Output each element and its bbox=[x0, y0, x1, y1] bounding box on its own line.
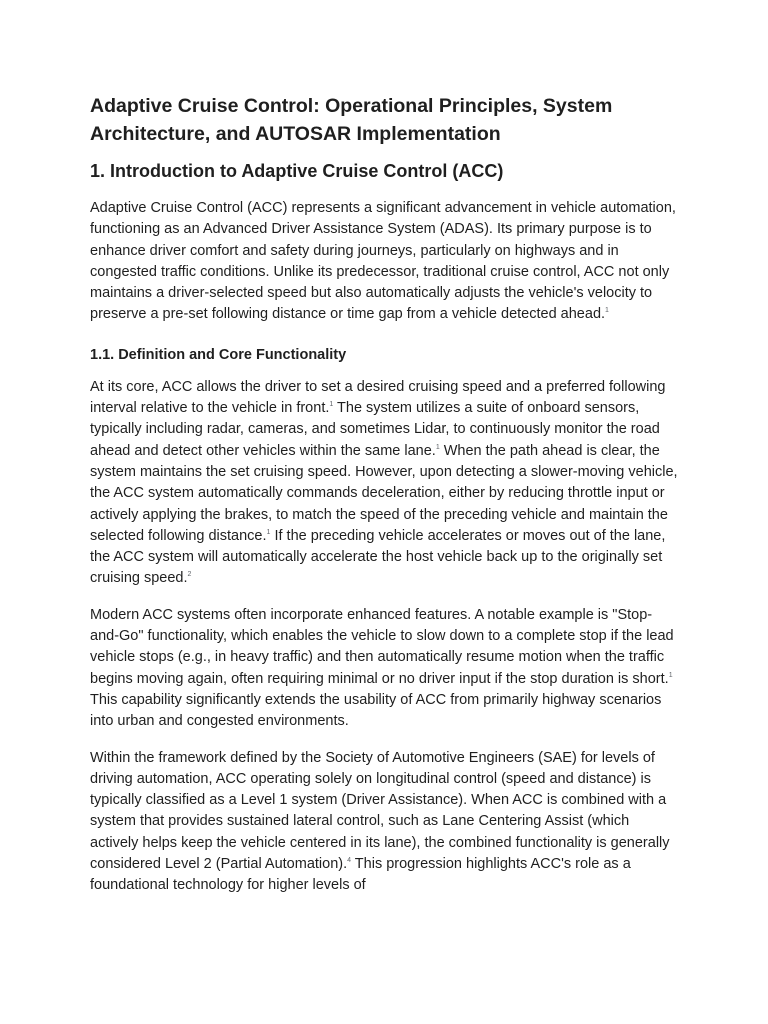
citation-ref[interactable]: 4 bbox=[347, 857, 352, 865]
paragraph-sentence: Modern ACC systems often incorporate enhanced features. A notable example is "Stop-and-Go" functionality, which enables the vehicle to slow down to a complete stop if the lead vehicle stops (e.g., in heavy traffic) and then automatically resume motion when the traffic begins moving again, often requiring minimal or no driver input if the stop duration is short. bbox=[90, 606, 674, 687]
paragraph-sentence: This capability significantly extends the usability of ACC from primarily highway scenarios into urban and congested environments. bbox=[90, 691, 662, 730]
paragraph-sentence: This progression highlights ACC's role as a foundational technology for higher levels of bbox=[90, 856, 631, 894]
paragraph-sentence: Within the framework defined by the Society of Automotive Engineers (SAE) for levels of driving automation, ACC operating solely on longitudinal control (speed and distance) is typically classified as a Level 1 system (Driver Assistance). When ACC is combined with a system that provides sustained lateral control, such as Lane Centering Assist (which actively helps keep the vehicle centered in its lane), the combined functionality is generally considered Level 2 (Partial Automation). bbox=[90, 749, 670, 873]
intro-paragraph bbox=[90, 198, 680, 326]
stop-and-go-paragraph bbox=[90, 605, 680, 733]
citation-ref[interactable]: 2 bbox=[187, 571, 192, 579]
intro-text: Adaptive Cruise Control (ACC) represents a significant advancement in vehicle automation, functioning as an Advanced Driver Assistance System (ADAS). Its primary purpose is to enhance driver comfort and safety during journeys, particularly on highways and in congested traffic conditions. Unlike its predecessor, traditional cruise control, ACC not only maintains a driver-selected speed but also automatically adjusts the vehicle's velocity to preserve a pre-set following distance or time gap from a vehicle detected ahead. bbox=[90, 200, 676, 323]
sae-levels-paragraph bbox=[90, 748, 680, 897]
citation-ref[interactable]: 1 bbox=[605, 307, 609, 315]
section-1-heading: 1. Introduction to Adaptive Cruise Control (ACC) bbox=[90, 161, 504, 181]
citation-ref[interactable]: 1 bbox=[435, 443, 440, 451]
section-1-1-heading: 1.1. Definition and Core Functionality bbox=[90, 346, 347, 363]
citation-ref[interactable]: 1 bbox=[329, 401, 334, 409]
paragraph-sentence: The system utilizes a suite of onboard sensors, typically including radar, cameras, and sometimes Lidar, to continuously monitor the road ahead and detect other vehicles within the same lane. bbox=[90, 400, 660, 459]
paragraph-sentence: At its core, ACC allows the driver to set a desired cruising speed and a preferred following interval relative to the vehicle in front. bbox=[90, 378, 666, 417]
citation-ref[interactable]: 1 bbox=[266, 528, 271, 536]
document-title: Adaptive Cruise Control: Operational Principles, System Architecture, and AUTOSAR Implementation bbox=[90, 95, 613, 145]
citation-ref[interactable]: 1 bbox=[668, 671, 673, 679]
paragraph-sentence: When the path ahead is clear, the system maintains the set cruising speed. However, upon detecting a slower-moving vehicle, the ACC system automatically commands deceleration, either by reducing throttle input or actively applying the brakes, to match the speed of the preceding vehicle and maintain the selected following distance. bbox=[90, 442, 678, 544]
document-page bbox=[90, 92, 680, 897]
paragraph-sentence: If the preceding vehicle accelerates or moves out of the lane, the ACC system will automatically accelerate the host vehicle back up to the originally set cruising speed. bbox=[90, 527, 666, 587]
core-functionality-paragraph bbox=[90, 377, 680, 590]
